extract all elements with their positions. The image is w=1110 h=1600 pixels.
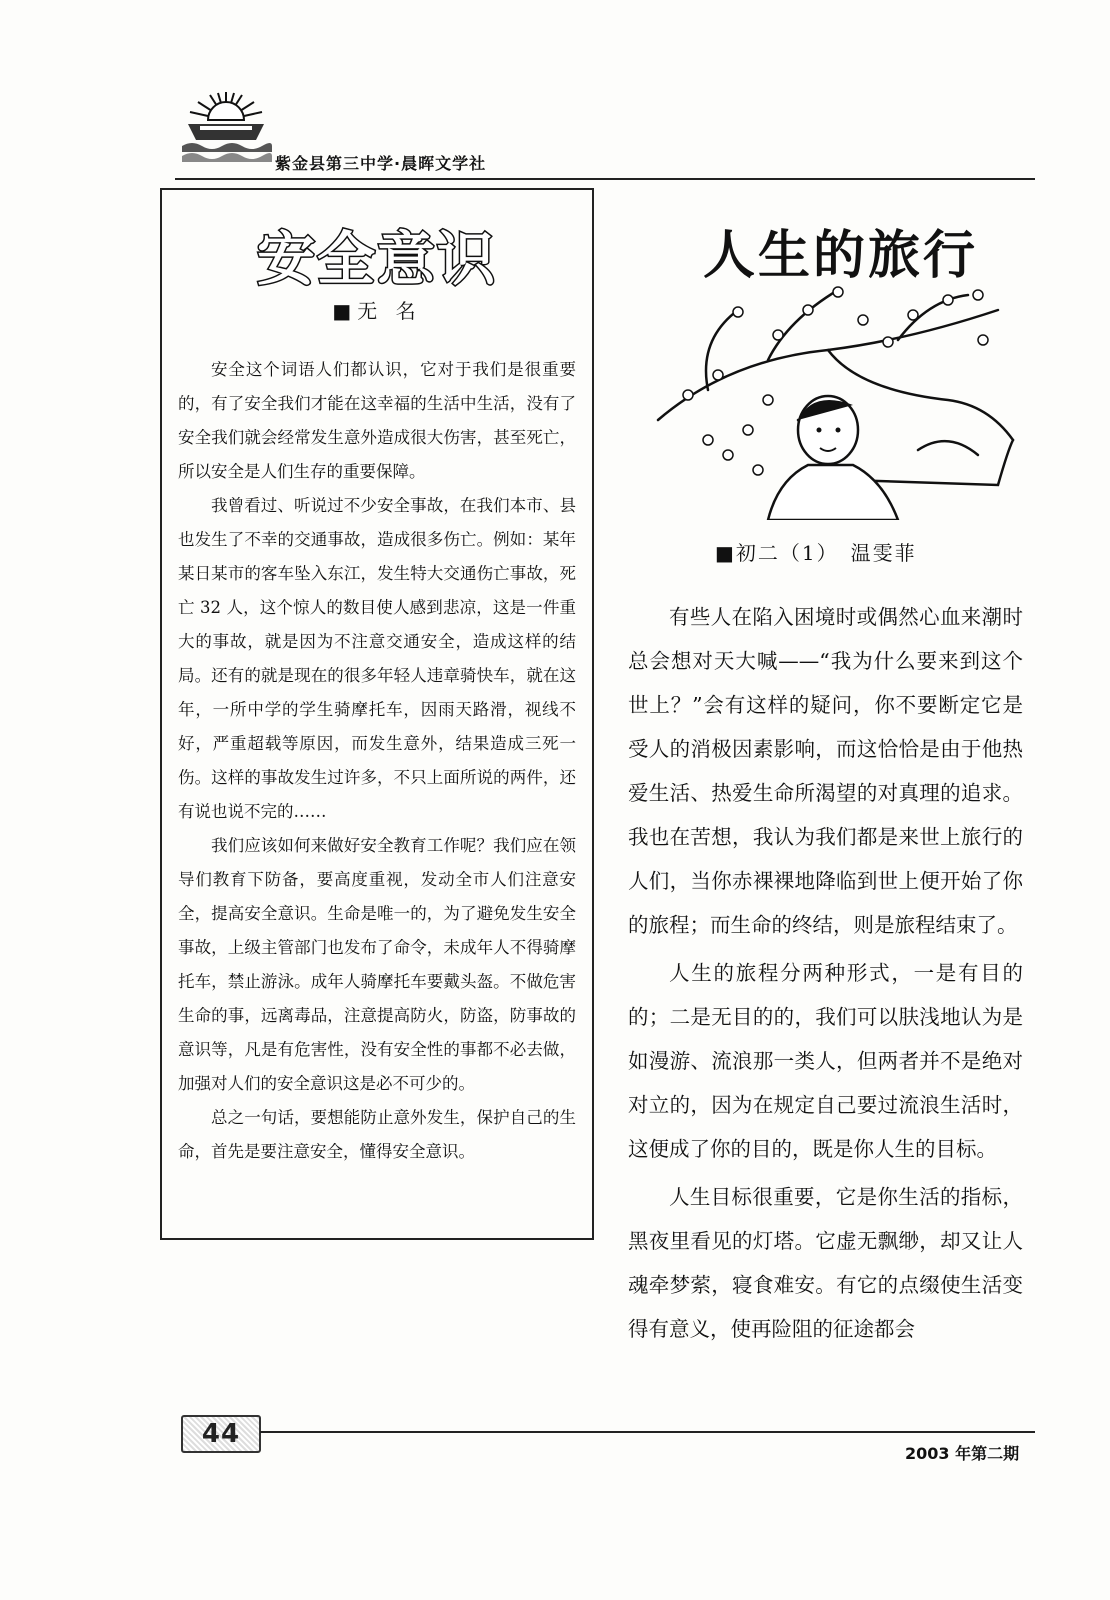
page-number: 44 [181, 1415, 261, 1453]
paragraph: 安全这个词语人们都认识，它对于我们是很重要的，有了安全我们才能在这幸福的生活中生活，没有了安全我们就会经常发生意外造成很大伤害，甚至死亡，所以安全是人们生存的重要保障。 [178, 360, 576, 481]
left-article-byline: ■无 名 [332, 299, 422, 323]
plum-blossom-child-illustration-icon [648, 280, 1018, 520]
left-article-body [178, 353, 576, 1169]
right-article-title: 人生的旅行 [703, 226, 979, 286]
right-article-byline: ■初二（1） 温雯菲 [715, 541, 917, 565]
paragraph: 人生目标很重要，它是你生活的指标，黑夜里看见的灯塔。它虚无飘缈，却又让人魂牵梦萦，寝食难安。有它的点缀使生活变得有意义，使再险阻的征途都会 [628, 1185, 1023, 1341]
right-article-body [628, 595, 1023, 1351]
sunrise-ship-logo-icon [180, 90, 272, 168]
paragraph: 有些人在陷入困境时或偶然心血来潮时总会想对天大喊——“我为什么要来到这个世上？”会有这样的疑问，你不要断定它是受人的消极因素影响，而这恰恰是由于他热爱生活、热爱生命所渴望的对真理的追求。我也在苦想，我认为我们都是来世上旅行的人们，当你赤裸裸地降临到世上便开始了你的旅程；而生命的终结，则是旅程结束了。 [628, 605, 1023, 937]
left-article [160, 188, 594, 1240]
footer-rule [260, 1431, 1035, 1433]
header-rule [175, 178, 1035, 180]
paragraph: 我曾看过、听说过不少安全事故，在我们本市、县也发生了不幸的交通事故，造成很多伤亡。例如：某年某日某市的客车坠入东江，发生特大交通伤亡事故，死亡 32 人，这个惊人的数目使人感到悲凉，这是一件重大的事故，就是因为不注意交通安全，造成这样的结局。还有的就是现在的很多年轻人违章骑快车，就在这年，一所中学的学生骑摩托车，因雨天路滑，视线不好，严重超载等原因，而发生意外，结果造成三死一伤。这样的事故发生过许多，不只上面所说的两件，还有说也说不完的…… [178, 496, 576, 821]
left-article-title: 安全意识 [256, 225, 497, 293]
issue-label: 2003 年第二期 [905, 1444, 1020, 1463]
paragraph: 人生的旅程分两种形式，一是有目的的；二是无目的的，我们可以肤浅地认为是如漫游、流浪那一类人，但两者并不是绝对对立的，因为在规定自己要过流浪生活时，这便成了你的目的，既是你人生的目标。 [628, 961, 1023, 1161]
journal-name: 紫金县第三中学·晨晖文学社 [275, 154, 487, 173]
paragraph: 总之一句话，要想能防止意外发生，保护自己的生命，首先是要注意安全，懂得安全意识。 [178, 1108, 576, 1161]
paragraph: 我们应该如何来做好安全教育工作呢？我们应在领导们教育下防备，要高度重视，发动全市人们注意安全，提高安全意识。生命是唯一的，为了避免发生安全事故，上级主管部门也发布了命令，未成年人不得骑摩托车，禁止游泳。成年人骑摩托车要戴头盔。不做危害生命的事，远离毒品，注意提高防火，防盗，防事故的意识等，凡是有危害性，没有安全性的事都不必去做，加强对人们的安全意识这是必不可少的。 [178, 836, 576, 1093]
